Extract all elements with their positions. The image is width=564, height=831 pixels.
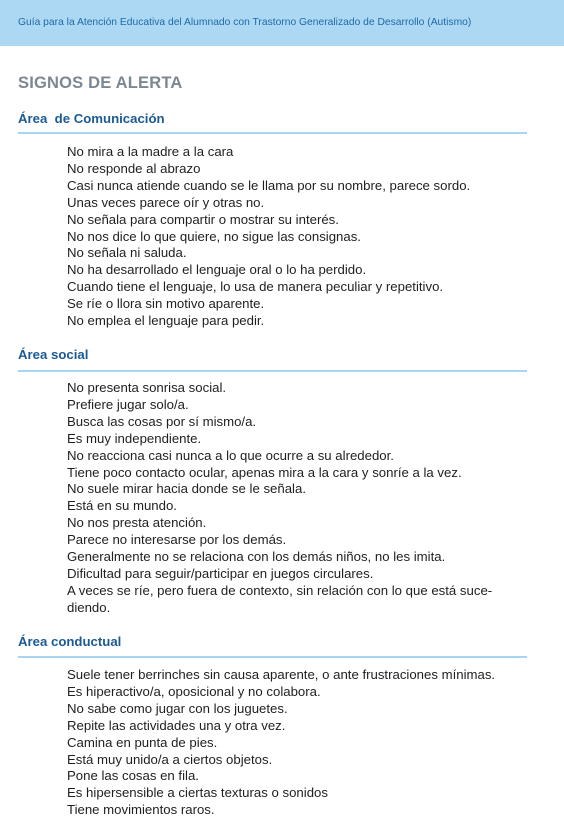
header-title: Guía para la Atención Educativa del Alumnado con Trastorno Generalizado de Desarrollo (Autismo) — [18, 17, 472, 28]
list-item: No suele mirar hacia donde se le señala. — [67, 481, 306, 497]
list-social — [67, 380, 529, 617]
list-item: No presenta sonrisa social. — [67, 380, 227, 395]
list-item: Es hipersensible a ciertas texturas o sonidos — [67, 785, 328, 801]
list-item: A veces se ríe, pero fuera de contexto, sin relación con lo que está suce- — [67, 582, 493, 598]
section-divider — [18, 132, 527, 134]
list-item: No nos presta atención. — [67, 515, 207, 531]
section-heading-conductual: Área conductual — [18, 634, 122, 649]
list-item: Unas veces parece oír y otras no. — [67, 194, 265, 210]
list-item: Generalmente no se relaciona con los demás niños, no les imita. — [67, 549, 446, 565]
list-item: Casi nunca atiende cuando se le llama por su nombre, parece sordo. — [67, 177, 471, 193]
section-heading-social: Área social — [18, 347, 89, 362]
list-item: No señala para compartir o mostrar su interés. — [67, 211, 339, 227]
list-item: Parece no interesarse por los demás. — [67, 532, 287, 548]
section-heading-comunicacion: Área de Comunicación — [18, 111, 165, 126]
section-divider — [18, 370, 527, 372]
list-item: No emplea el lenguaje para pedir. — [67, 313, 265, 329]
list-item: No sabe como jugar con los juguetes. — [67, 700, 288, 716]
header-band — [0, 0, 564, 46]
list-item: Suele tener berrinches sin causa aparente, o ante frustraciones mínimas. — [67, 667, 496, 682]
list-item: Tiene movimientos raros. — [67, 802, 215, 818]
list-item: Prefiere jugar solo/a. — [67, 396, 189, 412]
list-item: Se ríe o llora sin motivo aparente. — [67, 296, 265, 312]
list-comunicacion — [67, 144, 529, 330]
list-item: Busca las cosas por sí mismo/a. — [67, 413, 257, 429]
list-conductual — [67, 667, 529, 819]
list-item: Está muy unido/a a ciertos objetos. — [67, 751, 273, 767]
list-item: Pone las cosas en fila. — [67, 768, 199, 784]
list-item: Camina en punta de pies. — [67, 734, 218, 750]
list-item: Repite las actividades una y otra vez. — [67, 717, 286, 733]
list-item: No reacciona casi nunca a lo que ocurre a su alrededor. — [67, 447, 394, 463]
list-item: Es muy independiente. — [67, 430, 202, 446]
list-item: Dificultad para seguir/participar en juegos circulares. — [67, 565, 374, 581]
list-item: Está en su mundo. — [67, 498, 177, 514]
list-item: Cuando tiene el lenguaje, lo usa de manera peculiar y repetitivo. — [67, 279, 444, 295]
list-item: No señala ni saluda. — [67, 245, 187, 261]
page-title: SIGNOS DE ALERTA — [18, 74, 183, 92]
list-item: No mira a la madre a la cara — [67, 144, 234, 159]
list-item: No ha desarrollado el lenguaje oral o lo ha perdido. — [67, 262, 367, 278]
list-item: diendo. — [67, 599, 111, 615]
list-item: No responde al abrazo — [67, 160, 201, 176]
list-item: Es hiperactivo/a, oposicional y no colabora. — [67, 683, 321, 699]
list-item: No nos dice lo que quiere, no sigue las consignas. — [67, 228, 361, 244]
list-item: Tiene poco contacto ocular, apenas mira a la cara y sonríe a la vez. — [67, 464, 462, 480]
section-divider — [18, 656, 527, 658]
